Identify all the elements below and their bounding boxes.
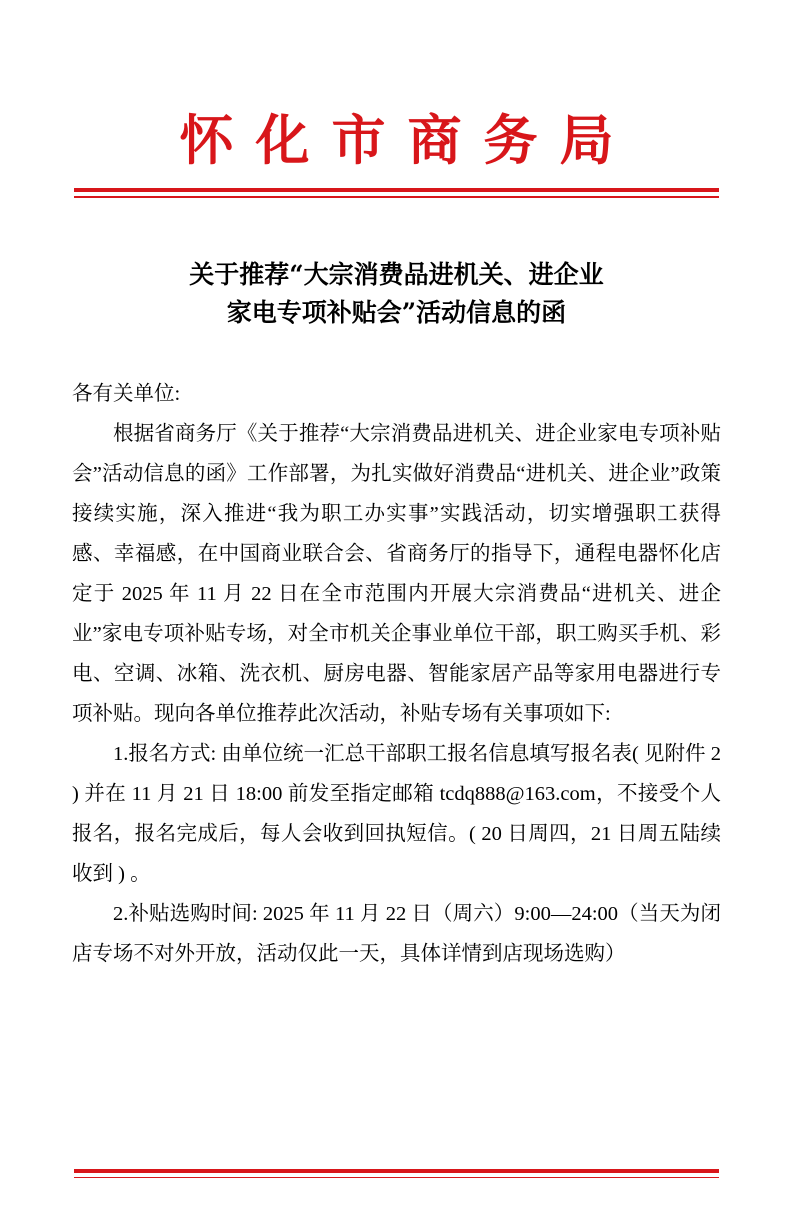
document-page [0,108,793,1230]
body-paragraph-1: 根据省商务厅《关于推荐“大宗消费品进机关、进企业家电专项补贴会”活动信息的函》工作部署，为扎实做好消费品“进机关、进企业”政策接续实施，深入推进“我为职工办实事”实践活动，切实增强职工获得感、幸福感，在中国商业联合会、省商务厅的指导下，通程电器怀化店定于 2025 年 11 月 22 日在全市范围内开展大宗消费品“进机关、进企业”家电专项补贴专场，对全市机关企事业单位干部，职工购买手机、彩电、空调、冰箱、洗衣机、厨房电器、智能家居产品等家用电器进行专项补贴。现向各单位推荐此次活动，补贴专场有关事项如下: [72,422,721,725]
footer-rule-thin [74,1177,719,1179]
document-title-line-2: 家电专项补贴会”活动信息的函 [226,297,567,327]
document-title [72,256,721,332]
masthead-rule-thin [74,196,719,198]
masthead-rule-thick [74,188,719,192]
issuing-authority-title: 怀化市商务局 [179,108,636,172]
salutation: 各有关单位: [72,382,181,405]
masthead [72,108,721,198]
footer-rule-thick [74,1169,719,1173]
body-paragraph-3: 2.补贴选购时间: 2025 年 11 月 22 日（周六）9:00—24:00（当天为闭店专场不对外开放，活动仅此一天，具体详情到店现场选购） [72,902,721,965]
document-title-line-1: 关于推荐“大宗消费品进机关、进企业 [189,259,604,289]
footer-rules [74,1169,719,1183]
masthead-rules [72,188,721,198]
body-paragraph-2: 1.报名方式: 由单位统一汇总干部职工报名信息填写报名表( 见附件 2 ) 并在 11 月 21 日 18:00 前发至指定邮箱 tcdq888@163.com，不接受个人报名，报名完成后，每人会收到回执短信。( 20 日周四，21 日周五陆续收到 ) 。 [72,742,721,885]
document-body [72,374,721,974]
